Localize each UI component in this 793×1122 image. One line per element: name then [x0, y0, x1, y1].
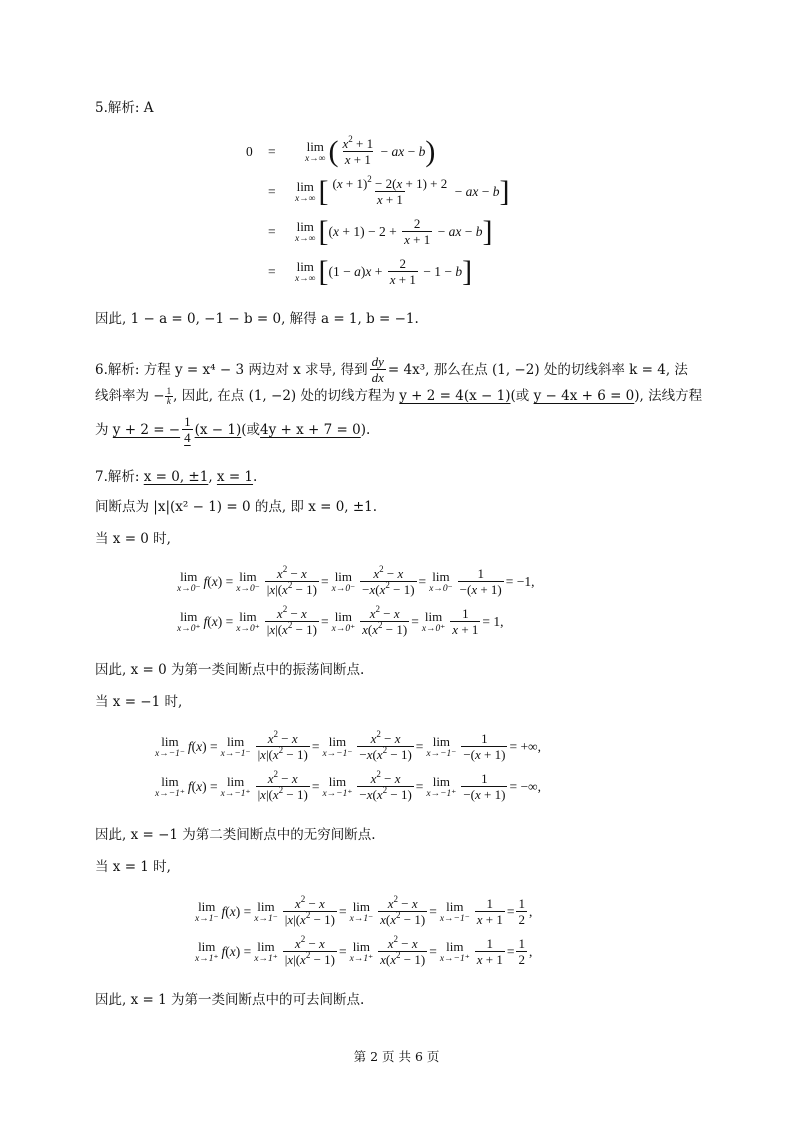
dy-dx-fraction: $\frac{dy}{dx}$ [371, 354, 384, 385]
q6-line2-text-a: 线斜率为 − [95, 388, 165, 404]
q7-case-0: 当 x = 0 时, [95, 531, 171, 547]
q6-line-1 [95, 354, 688, 385]
q6-line1-text-b: = 4x³, 那么在点 (1, −2) 处的切线斜率 k = 4, 法 [387, 361, 688, 378]
q6-line3-end: ). [360, 421, 371, 438]
q7-conclusion-minus1: 因此, x = −1 为第二类间断点中的无穷间断点. [95, 827, 376, 843]
case-minus1-right-limit: lim x→−1⁺ f(x) = lim x→−1⁺ $\frac{x^2 - x}{|x|(x^2 - 1)}$ = lim x→−1⁺ $\frac{x^2 - x}{-x(x^2 - 1)}$ = lim x→−1⁺ $\frac{1}{-(x + 1)}$ = −∞, [155, 769, 542, 802]
q5-derivation-line-3: = lim x→∞ [ (x + 1) − 2 + $\frac{2}{x + 1}$ − ax − b ] [268, 214, 493, 248]
one-over-k-fraction: $\frac{1}{k}$ [166, 386, 172, 406]
q6-line3-text-a: 为 [95, 421, 109, 438]
q7-conclusion-1: 因此, x = 1 为第一类间断点中的可去间断点. [95, 992, 365, 1008]
q6-line2-end: ), 法线方程 [634, 388, 703, 404]
case1-left-limit: lim x→1⁻ f(x) = lim x→1⁻ $\frac{x^2 - x}{|x|(x^2 - 1)}$ = lim x→1⁻ $\frac{x^2 - x}{x(x^2 - 1)}$ = lim x→−1⁻ $\frac{1}{x + 1}$ = $\frac{1}{2}$ , [195, 894, 533, 927]
q7-header-label: 7.解析: [95, 469, 140, 485]
q7-conclusion-0: 因此, x = 0 为第一类间断点中的振荡间断点. [95, 662, 365, 678]
case-minus1-left-limit: lim x→−1⁻ f(x) = lim x→−1⁻ $\frac{x^2 - x}{|x|(x^2 - 1)}$ = lim x→−1⁻ $\frac{x^2 - x}{-x(x^2 - 1)}$ = lim x→−1⁻ $\frac{1}{-(x + 1)}$ = +∞, [155, 729, 542, 762]
q6-line1-text-a: 6.解析: 方程 y = x⁴ − 3 两边对 x 求导, 得到 [95, 361, 368, 378]
normal-line-equation [113, 414, 241, 445]
page-footer: 第 2 页 共 6 页 [353, 1049, 440, 1064]
q7-case-1: 当 x = 1 时, [95, 859, 171, 875]
q6-line-2 [95, 386, 702, 406]
q5-conclusion: 因此, 1 − a = 0, −1 − b = 0, 解得 a = 1, b = −1. [95, 311, 419, 327]
q5-header: 5.解析: A [95, 100, 154, 116]
q7-header [95, 467, 257, 487]
q5-derivation-line-1: 0 = lim x→∞ ( $\frac{x^2 + 1}{x + 1}$ − ax − b ) [246, 134, 436, 168]
q7-comma: , [208, 469, 213, 485]
tangent-line-equation-alt: y − 4x + 6 = 0 [533, 388, 635, 404]
normal-eq-part-a: y + 2 = − [112, 421, 181, 438]
q6-line-3 [95, 414, 370, 445]
q5-derivation-line-2: = lim x→∞ [ $\frac{(x + 1)^2 - 2(x + 1) + 2}{x + 1}$ − ax − b ] [268, 174, 510, 208]
normal-line-equation-alt: 4y + x + 7 = 0 [260, 421, 361, 438]
q7-case-minus1: 当 x = −1 时, [95, 694, 183, 710]
case0-right-limit: lim x→0⁺ f(x) = lim x→0⁺ $\frac{x^2 - x}{|x|(x^2 - 1)}$ = lim x→0⁺ $\frac{x^2 - x}{x(x^2 - 1)}$ = lim x→0⁺ $\frac{1}{x + 1}$ = 1, [177, 604, 504, 637]
case0-left-limit: lim x→0⁻ f(x) = lim x→0⁻ $\frac{x^2 - x}{|x|(x^2 - 1)}$ = lim x→0⁻ $\frac{x^2 - x}{-x(x^2 - 1)}$ = lim x→0⁻ $\frac{1}{-(x + 1)}$ = −1, [177, 564, 535, 597]
quarter-fraction: $\frac{1}{4}$ [184, 414, 191, 445]
q6-line2-text-b: , 因此, 在点 (1, −2) 处的切线方程为 [173, 388, 395, 404]
tangent-line-equation: y + 2 = 4(x − 1) [399, 388, 511, 404]
case1-right-limit: lim x→1⁺ f(x) = lim x→1⁺ $\frac{x^2 - x}{|x|(x^2 - 1)}$ = lim x→1⁺ $\frac{x^2 - x}{x(x^2 - 1)}$ = lim x→−1⁺ $\frac{1}{x + 1}$ = $\frac{1}{2}$ , [195, 934, 533, 967]
q7-break-points: 间断点为 |x|(x² − 1) = 0 的点, 即 x = 0, ±1. [95, 499, 378, 515]
normal-eq-part-b: (x − 1) [194, 421, 242, 438]
q7-period: . [253, 469, 258, 485]
normal-or: (或 [241, 421, 261, 438]
q7-answer-1: x = 0, ±1 [143, 469, 209, 485]
tangent-or: (或 [510, 388, 530, 404]
q7-answer-2: x = 1 [216, 469, 254, 485]
q5-derivation-line-4: = lim x→∞ [ (1 − a)x + $\frac{2}{x + 1}$ − 1 − b ] [268, 254, 473, 288]
